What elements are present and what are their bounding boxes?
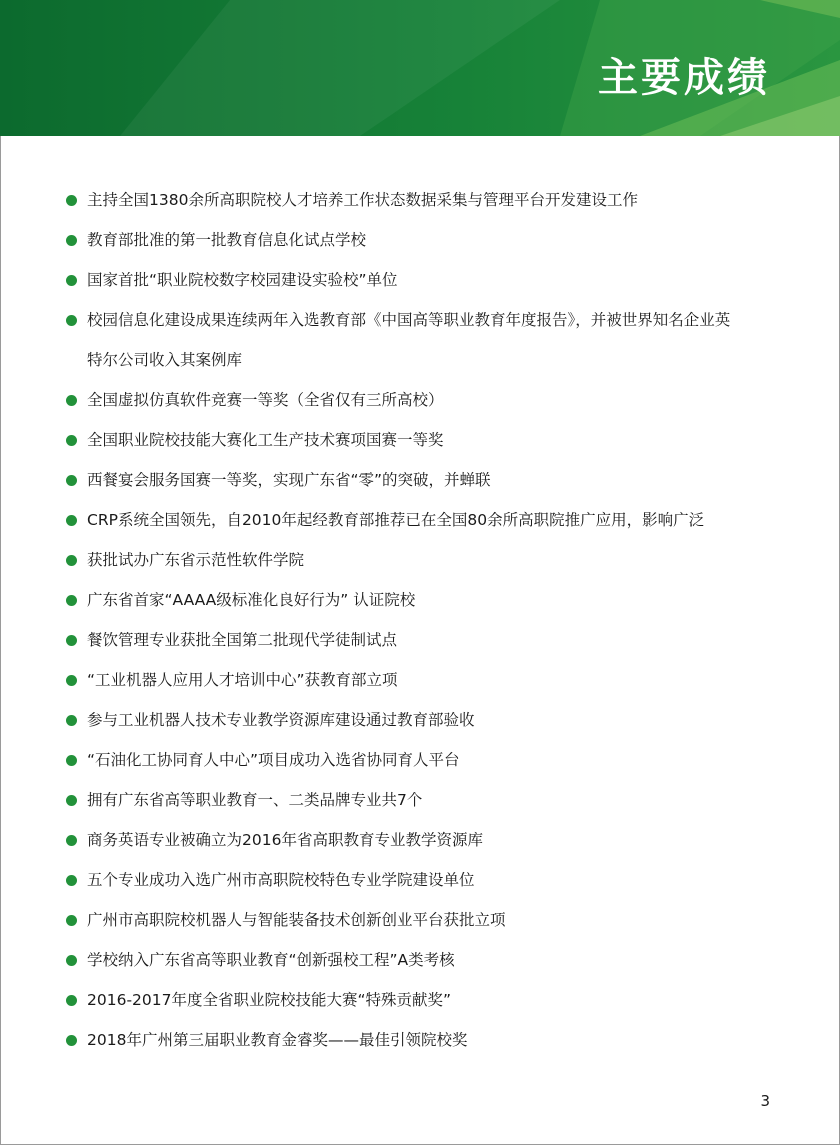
list-item-text: 2018年广州第三届职业教育金睿奖——最佳引领院校奖 bbox=[87, 1031, 468, 1049]
list-item bbox=[64, 510, 774, 530]
bullet-dot-icon bbox=[66, 635, 77, 646]
page-title: 主要成绩 bbox=[598, 55, 770, 101]
list-item bbox=[64, 310, 774, 370]
list-item-text: 商务英语专业被确立为2016年省高职教育专业教学资源库 bbox=[87, 831, 483, 849]
bullet-dot-icon bbox=[66, 555, 77, 566]
bullet-dot-icon bbox=[66, 435, 77, 446]
list-item-text: 国家首批“职业院校数字校园建设实验校”单位 bbox=[87, 271, 398, 289]
bullet-dot-icon bbox=[66, 595, 77, 606]
list-item-text: 2016-2017年度全省职业院校技能大赛“特殊贡献奖” bbox=[87, 991, 452, 1009]
list-item bbox=[64, 950, 774, 970]
bullet-dot-icon bbox=[66, 875, 77, 886]
list-item bbox=[64, 790, 774, 810]
list-item-text: 参与工业机器人技术专业教学资源库建设通过教育部验收 bbox=[87, 711, 475, 729]
bullet-dot-icon bbox=[66, 395, 77, 406]
list-item-text: 五个专业成功入选广州市高职院校特色专业学院建设单位 bbox=[87, 871, 475, 889]
list-item-text: 特尔公司收入其案例库 bbox=[87, 351, 243, 369]
bullet-dot-icon bbox=[66, 835, 77, 846]
header-banner bbox=[0, 0, 840, 136]
bullet-dot-icon bbox=[66, 675, 77, 686]
bullet-dot-icon bbox=[66, 755, 77, 766]
list-item bbox=[64, 430, 774, 450]
list-item bbox=[64, 990, 774, 1010]
list-item-text: 教育部批准的第一批教育信息化试点学校 bbox=[87, 231, 367, 249]
bullet-dot-icon bbox=[66, 995, 77, 1006]
list-item bbox=[64, 710, 774, 730]
list-item-text: 广州市高职院校机器人与智能装备技术创新创业平台获批立项 bbox=[87, 911, 506, 929]
list-item-text: “工业机器人应用人才培训中心”获教育部立项 bbox=[87, 671, 398, 689]
list-item bbox=[64, 1030, 774, 1050]
bullet-dot-icon bbox=[66, 515, 77, 526]
list-item-text: 全国虚拟仿真软件竞赛一等奖（全省仅有三所高校） bbox=[87, 391, 444, 409]
list-item-text: 拥有广东省高等职业教育一、二类品牌专业共7个 bbox=[87, 791, 423, 809]
bullet-dot-icon bbox=[66, 795, 77, 806]
list-item-text: 西餐宴会服务国赛一等奖，实现广东省“零”的突破，并蝉联 bbox=[87, 471, 491, 489]
list-item-text: 全国职业院校技能大赛化工生产技术赛项国赛一等奖 bbox=[87, 431, 444, 449]
bullet-dot-icon bbox=[66, 195, 77, 206]
list-item bbox=[64, 390, 774, 410]
list-item bbox=[64, 190, 774, 210]
list-item bbox=[64, 270, 774, 290]
list-item bbox=[64, 230, 774, 250]
list-item bbox=[64, 550, 774, 570]
list-item bbox=[64, 470, 774, 490]
list-item-text: “石油化工协同育人中心”项目成功入选省协同育人平台 bbox=[87, 751, 460, 769]
list-item-text: 餐饮管理专业获批全国第二批现代学徒制试点 bbox=[87, 631, 398, 649]
bullet-dot-icon bbox=[66, 915, 77, 926]
bullet-dot-icon bbox=[66, 475, 77, 486]
list-item-text: 广东省首家“AAAA级标准化良好行为” 认证院校 bbox=[87, 591, 416, 609]
list-item-text: 校园信息化建设成果连续两年入选教育部《中国高等职业教育年度报告》，并被世界知名企业英 bbox=[87, 311, 731, 329]
list-item bbox=[64, 590, 774, 610]
list-item bbox=[64, 750, 774, 770]
bullet-dot-icon bbox=[66, 235, 77, 246]
achievement-list bbox=[64, 190, 774, 1070]
page-number: 3 bbox=[760, 1092, 770, 1110]
bullet-dot-icon bbox=[66, 315, 77, 326]
list-item-text: 主持全国1380余所高职院校人才培养工作状态数据采集与管理平台开发建设工作 bbox=[87, 191, 638, 209]
bullet-dot-icon bbox=[66, 1035, 77, 1046]
bullet-dot-icon bbox=[66, 955, 77, 966]
bullet-dot-icon bbox=[66, 275, 77, 286]
list-item-text: CRP系统全国领先，自2010年起经教育部推荐已在全国80余所高职院推广应用，影响广泛 bbox=[87, 511, 705, 529]
list-item bbox=[64, 870, 774, 890]
bullet-dot-icon bbox=[66, 715, 77, 726]
list-item bbox=[64, 830, 774, 850]
list-item bbox=[64, 630, 774, 650]
list-item-text: 获批试办广东省示范性软件学院 bbox=[87, 551, 305, 569]
list-item-text: 学校纳入广东省高等职业教育“创新强校工程”A类考核 bbox=[87, 951, 455, 969]
list-item bbox=[64, 670, 774, 690]
list-item bbox=[64, 910, 774, 930]
